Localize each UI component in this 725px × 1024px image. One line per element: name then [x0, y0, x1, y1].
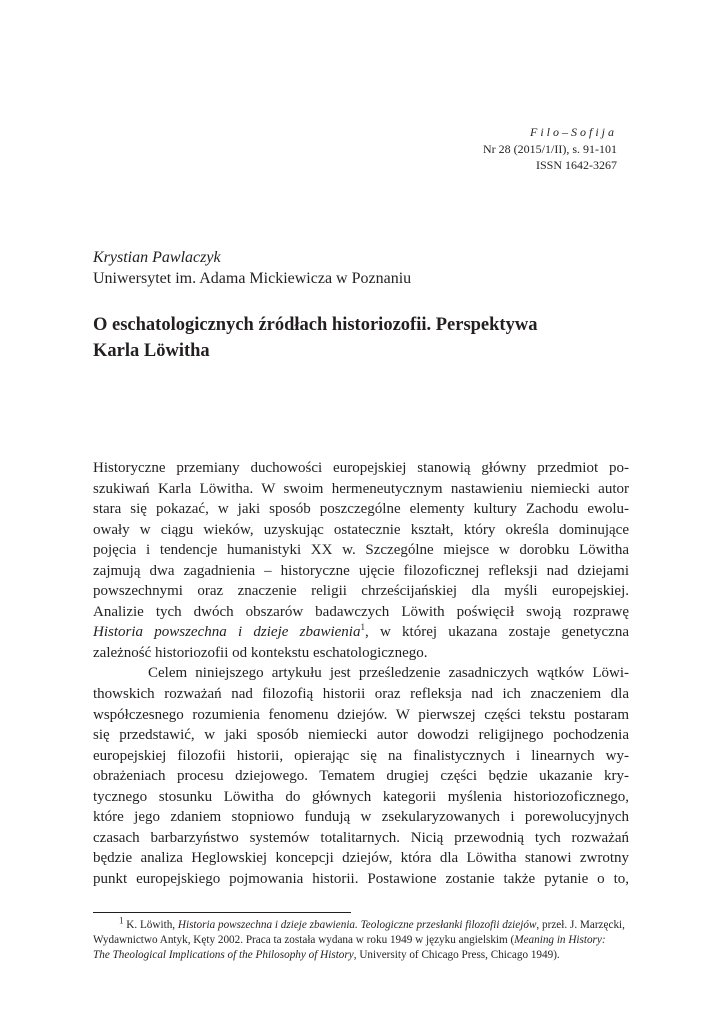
- body-line: punkt europejskiego pojmowania historii. Postawione zostanie także pytanie o to,: [93, 870, 629, 887]
- article-body: [93, 458, 629, 889]
- body-line: Analizie tych dwóch obszarów badawczych Löwith poświęcił swoją rozprawę: [93, 603, 629, 620]
- cited-book-title: Historia powszechna i dzieje zbawienia: [93, 624, 361, 641]
- footnote: [93, 915, 629, 964]
- body-line: tycznego stosunku Löwitha do głównych kategorii myślenia historiozoficznego,: [93, 788, 629, 805]
- journal-header: [317, 124, 617, 174]
- footnote-text: , University of Chicago Press, Chicago 1949).: [353, 949, 560, 962]
- footnote-text: Wydawnictwo Antyk, Kęty 2002. Praca ta została wydana w roku 1949 w języku angielskim (: [93, 934, 515, 947]
- title-line-1: O eschatologicznych źródłach historiozofii. Perspektywa: [93, 315, 538, 335]
- body-line: Historyczne przemiany duchowości europejskiej stanowią główny przedmiot po-: [93, 460, 629, 476]
- body-line: obrażeniach procesu dziejowego. Tematem drugiej części będzie ukazanie kry-: [93, 768, 629, 785]
- body-line: współczesnego rozumienia fenomenu dziejów. W pierwszej części tekstu postaram: [93, 706, 629, 723]
- footnote-original-title: Meaning in History:: [514, 934, 606, 947]
- paragraph-1: [93, 458, 629, 663]
- body-line: będzie analiza Heglowskiej koncepcji dziejów, która dla Löwitha stanowi zwrotny: [93, 850, 629, 867]
- body-line: owały w ciągu wieków, uzyskując ostatecznie kształt, który określa dominujące: [93, 521, 629, 538]
- footnote-divider: [93, 912, 351, 913]
- footnote-line: [93, 948, 629, 963]
- footnote-text: K. Löwith,: [123, 919, 178, 931]
- footnote-line: [93, 933, 629, 948]
- paragraph-2: [93, 663, 629, 889]
- body-line: Celem niniejszego artykułu jest prześledzenie zasadniczych wątków Löwi-: [148, 665, 629, 682]
- footnote-marker[interactable]: 1: [360, 622, 365, 633]
- author-affiliation: Uniwersytet im. Adama Mickiewicza w Poznaniu: [93, 270, 412, 287]
- author-name: Krystian Pawlaczyk: [93, 249, 221, 266]
- issn: ISSN 1642-3267: [535, 158, 617, 172]
- body-line: europejskiej filozofii historii, opierając się na finalistycznych i linearnych wy-: [93, 747, 629, 764]
- footnote-text: , przeł. J. Marzęcki,: [536, 919, 625, 931]
- footnote-number: 1: [119, 915, 124, 926]
- journal-name: Filo–Sofija: [530, 125, 617, 139]
- body-line-with-citation: [93, 622, 629, 643]
- footnote-line: [93, 915, 629, 933]
- footnote-original-subtitle: The Theological Implications of the Philosophy of History: [93, 949, 354, 962]
- body-line: się przedstawić, w jaki sposób niemiecki autor dowodzi religijnego pochodzenia: [93, 727, 629, 744]
- body-line: stara się pokazać, w jaki sposób poszczególne elementy kultury Zachodu ewolu-: [93, 501, 629, 518]
- body-line: pojęcia i tendencje humanistyki XX w. Szczególne miejsce w dorobku Löwitha: [93, 542, 629, 559]
- body-line: szukiwań Karla Löwitha. W swoim hermeneutycznym nastawieniu niemiecki autor: [93, 480, 629, 497]
- footnote-book-title: Historia powszechna i dzieje zbawienia. Teologiczne przesłanki filozofii dziejów: [177, 919, 537, 931]
- body-line-rest: , w której ukazana zostaje genetyczna: [364, 624, 629, 641]
- article-title: [93, 312, 638, 364]
- body-line: które jego zdaniem stopniowo fundują w zsekularyzowanych i porewolucyjnych: [93, 809, 629, 826]
- body-line: zajmują dwa zagadnienia – historyczne ujęcie filozoficznej refleksji nad dziejami: [93, 562, 629, 579]
- body-line: zależność historiozofii od kontekstu eschatologicznego.: [93, 644, 428, 661]
- title-line-2: Karla Löwitha: [93, 341, 210, 361]
- body-line: thowskich rozważań nad filozofią historii oraz refleksja nad ich znaczeniem dla: [93, 686, 629, 703]
- body-line: czasach barbarzyństwo systemów totalitarnych. Nicią przewodnią tych rozważań: [93, 829, 629, 846]
- body-line: powszechnymi oraz znaczenie religii chrześcijańskiej dla myśli europejskiej.: [93, 583, 629, 600]
- author-block: [93, 247, 411, 289]
- issue-info: Nr 28 (2015/1/II), s. 91-101: [483, 141, 617, 156]
